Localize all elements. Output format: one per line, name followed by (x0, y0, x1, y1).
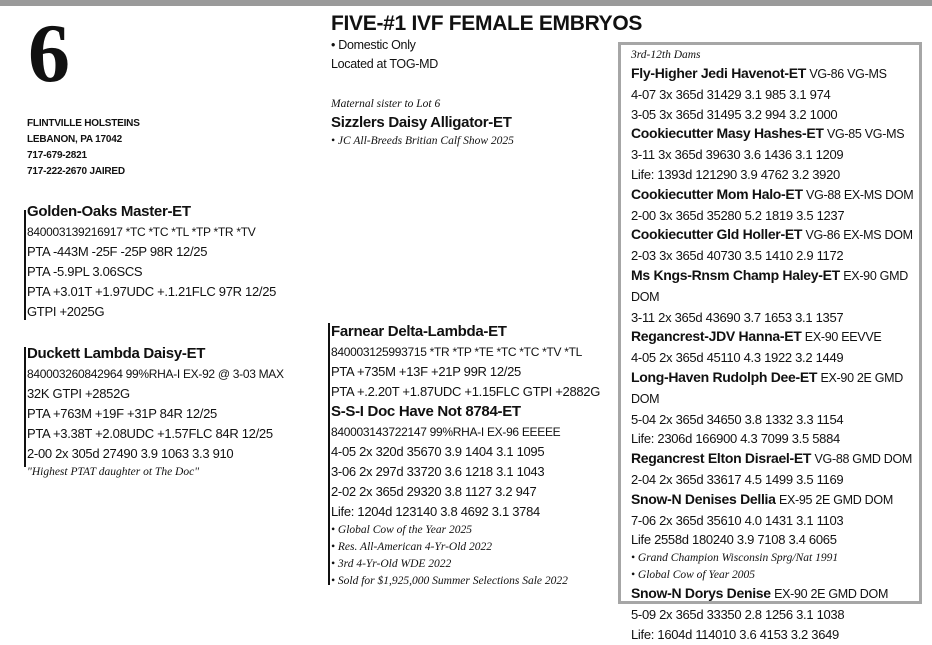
mgd-line: 2-02 2x 365d 29320 3.8 1127 3.2 947 (331, 484, 537, 499)
ancestor-name: Regancrest-JDV Hanna-ET (631, 328, 802, 345)
ancestor-classification: VG-88 EX-MS DOM (806, 187, 914, 202)
offering-title: FIVE-#1 IVF FEMALE EMBRYOS (331, 12, 643, 35)
mgs-line: 840003125993715 *TR *TP *TE *TC *TC *TV *TL (331, 345, 583, 359)
ancestor-classification: VG-86 VG-MS (809, 67, 887, 81)
ancestor-classification: VG-85 VG-MS (826, 127, 905, 142)
ancestor-record: Life: 1604d 114010 3.6 4153 3.2 3649 (631, 626, 839, 642)
consignor-phone: 717-679-2821 (27, 150, 87, 161)
dam-bracket (24, 347, 26, 467)
dam-ancestor-row (631, 490, 932, 511)
mgd-block (331, 402, 568, 590)
consignor-info (27, 116, 140, 180)
sister-block (331, 96, 514, 150)
dam-ancestor-row (631, 584, 932, 605)
mgd-line: 4-05 2x 320d 35670 3.9 1404 3.1 1095 (331, 444, 545, 459)
mgd-award: • 3rd 4-Yr-Old WDE 2022 (331, 558, 452, 570)
sire-block (27, 202, 276, 322)
consignor-phone: 717-222-2670 JAIRED (27, 166, 125, 177)
sire-line: GTPI +2025G (27, 304, 105, 319)
mgs-bracket (328, 323, 330, 585)
ancestor-classification: EX-90 2E GMD DOM (774, 587, 889, 602)
mgd-award: • Res. All-American 4-Yr-Old 2022 (331, 541, 493, 553)
ancestor-record: 3-11 3x 365d 39630 3.6 1436 3.1 1209 (631, 147, 844, 163)
dam-ancestor-row (631, 449, 932, 470)
sire-line: PTA +3.01T +1.97UDC +.1.21FLC 97R 12/25 (27, 284, 277, 299)
mgs-name: Farnear Delta-Lambda-ET (331, 323, 507, 340)
dams-list (631, 47, 932, 645)
ancestor-record: 2-04 2x 365d 33617 4.5 1499 3.5 1169 (631, 471, 844, 487)
dam-line: 2-00 2x 305d 27490 3.9 1063 3.3 910 (27, 446, 234, 461)
ancestor-name: Cookiecutter Masy Hashes-ET (631, 125, 824, 142)
ancestor-classification: VG-86 EX-MS DOM (805, 228, 913, 243)
ancestor-name: Regancrest Elton Disrael-ET (631, 450, 812, 467)
dam-ancestor-row (631, 368, 932, 410)
offering-note: • Domestic Only (331, 38, 416, 52)
ancestor-name: Fly-Higher Jedi Havenot-ET (631, 65, 807, 81)
dam-ancestor-row (631, 327, 932, 348)
dam-ancestor-row (631, 266, 932, 308)
ancestor-award: • Global Cow of Year 2005 (631, 569, 756, 582)
consignor-city: LEBANON, PA 17042 (27, 134, 122, 145)
ancestor-record: 5-09 2x 365d 33350 2.8 1256 3.1 1038 (631, 606, 845, 622)
dam-line: 32K GTPI +2852G (27, 386, 130, 401)
ancestor-name: Cookiecutter Gld Holler-ET (631, 226, 803, 243)
ancestor-classification: EX-90 EEVVE (804, 330, 882, 345)
sister-note: Maternal sister to Lot 6 (331, 98, 441, 110)
ancestor-record: 4-07 3x 365d 31429 3.1 985 3.1 974 (631, 86, 831, 102)
ancestor-record: 4-05 2x 365d 45110 4.3 1922 3.2 1449 (631, 350, 844, 366)
ancestor-record: 7-06 2x 365d 35610 4.0 1431 3.1 1103 (631, 512, 844, 528)
dam-ancestor-row (631, 225, 932, 246)
consignor-name: FLINTVILLE HOLSTEINS (27, 118, 140, 129)
ancestor-classification: EX-95 2E GMD DOM (778, 492, 893, 507)
sire-line: PTA -5.9PL 3.06SCS (27, 264, 143, 279)
mgd-line: 840003143722147 99%RHA-I EX-96 EEEEE (331, 425, 561, 439)
ancestor-name: Snow-N Denises Dellia (631, 490, 776, 507)
dam-ancestor-row (631, 124, 932, 145)
dam-quote: "Highest PTAT daughter ot The Doc" (27, 466, 200, 478)
ancestor-record: Life 2558d 180240 3.9 7108 3.4 6065 (631, 532, 837, 548)
dam-line: PTA +763M +19F +31P 84R 12/25 (27, 406, 217, 421)
sire-line: 840003139216917 *TC *TC *TL *TP *TR *TV (27, 225, 256, 239)
ancestor-name: Snow-N Dorys Denise (631, 585, 771, 602)
mgs-line: PTA +.2.20T +1.87UDC +1.15FLC GTPI +2882G (331, 384, 601, 399)
offering-location: Located at TOG-MD (331, 57, 438, 71)
dam-line: PTA +3.38T +2.08UDC +1.57FLC 84R 12/25 (27, 426, 273, 441)
ancestor-record: 3-05 3x 365d 31495 3.2 994 3.2 1000 (631, 106, 838, 122)
mgd-line: 3-06 2x 297d 33720 3.6 1218 3.1 1043 (331, 464, 545, 479)
ancestor-record: Life: 1393d 121290 3.9 4762 3.2 3920 (631, 166, 840, 182)
ancestor-name: Ms Kngs-Rnsm Champ Haley-ET (631, 266, 840, 283)
dam-name: Duckett Lambda Daisy-ET (27, 345, 206, 362)
ancestor-record: 5-04 2x 365d 34650 3.8 1332 3.3 1154 (631, 411, 844, 427)
ancestor-award: • Grand Champion Wisconsin Sprg/Nat 1991 (631, 552, 839, 565)
ancestor-record: 2-03 3x 365d 40730 3.5 1410 2.9 1172 (631, 248, 844, 264)
ancestor-record: 2-00 3x 365d 35280 5.2 1819 3.5 1237 (631, 207, 845, 223)
sire-line: PTA -443M -25F -25P 98R 12/25 (27, 244, 208, 259)
offering-block (331, 12, 642, 74)
mgd-award: • Global Cow of the Year 2025 (331, 524, 472, 536)
mgs-line: PTA +735M +13F +21P 99R 12/25 (331, 364, 521, 379)
sire-name: Golden-Oaks Master-ET (27, 203, 191, 220)
sister-award: • JC All-Breeds Britian Calf Show 2025 (331, 135, 514, 147)
lot-number: 6 (28, 7, 70, 100)
sister-name: Sizzlers Daisy Alligator-ET (331, 114, 512, 131)
ancestor-classification: EX-90 GMD DOM (631, 268, 908, 304)
top-rule (0, 0, 932, 6)
mgd-name: S-S-I Doc Have Not 8784-ET (331, 403, 521, 420)
mgs-block (331, 322, 600, 402)
mgd-line: Life: 1204d 123140 3.8 4692 3.1 3784 (331, 504, 540, 519)
dam-line: 840003260842964 99%RHA-I EX-92 @ 3-03 MAX (27, 367, 284, 381)
dam-ancestor-row (631, 185, 932, 206)
ancestor-classification: EX-90 2E GMD DOM (631, 370, 904, 406)
ancestor-name: Long-Haven Rudolph Dee-ET (631, 368, 818, 385)
dam-block (27, 344, 284, 481)
mgd-award: • Sold for $1,925,000 Summer Selections Sale 2022 (331, 575, 568, 587)
dam-ancestor-row (631, 64, 932, 85)
ancestor-record: Life: 2306d 166900 4.3 7099 3.5 5884 (631, 431, 840, 447)
dams-header: 3rd-12th Dams (631, 49, 701, 61)
ancestor-record: 3-11 2x 365d 43690 3.7 1653 3.1 1357 (631, 309, 844, 325)
ancestor-classification: VG-88 GMD DOM (814, 452, 912, 467)
ancestor-name: Cookiecutter Mom Halo-ET (631, 185, 803, 202)
sire-bracket (24, 210, 26, 320)
